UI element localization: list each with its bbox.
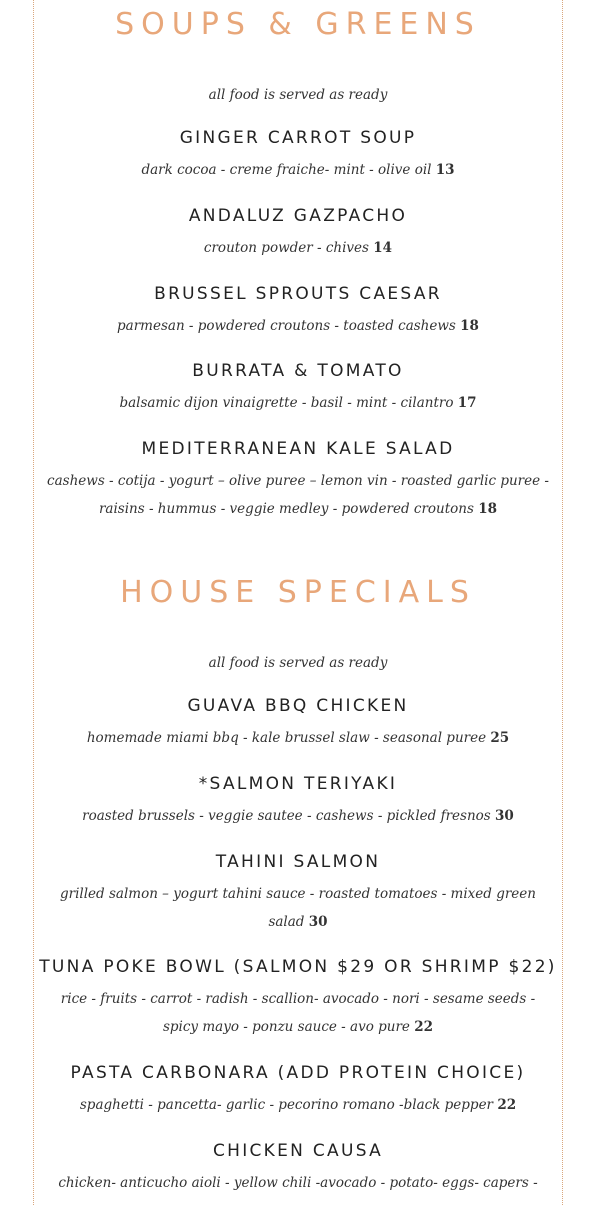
dish-description: grilled salmon – yogurt tahini sauce - roasted tomatoes - mixed green salad 30 <box>60 886 536 930</box>
menu-item <box>34 1143 562 1197</box>
served-note: all food is served as ready <box>208 655 388 671</box>
dish-description: homemade miami bbq - kale brussel slaw - seasonal puree 25 <box>86 730 510 746</box>
dish-name: TAHINI SALMON <box>215 852 381 872</box>
section-title: HOUSE SPECIALS <box>120 575 476 610</box>
menu-item <box>34 130 562 184</box>
menu-item <box>34 698 562 752</box>
dish-description: roasted brussels - veggie sautee - cashews - pickled fresnos 30 <box>82 808 514 824</box>
dish-price: 25 <box>490 730 510 746</box>
dish-description: cashews - cotija - yogurt – olive puree – lemon vin - roasted garlic puree - raisins - hummus - veggie medley - powdered croutons 18 <box>47 473 549 517</box>
dish-price: 14 <box>373 240 393 256</box>
served-note: all food is served as ready <box>208 87 388 103</box>
menu-item <box>34 854 562 936</box>
dish-price: 30 <box>308 914 328 930</box>
menu-item <box>34 208 562 262</box>
dish-description: chicken- anticucho aioli - yellow chili -avocado - potato- eggs- capers - <box>58 1175 538 1191</box>
dish-name: BURRATA & TOMATO <box>192 361 404 381</box>
dish-description: rice - fruits - carrot - radish - scallion- avocado - nori - sesame seeds - spicy mayo - ponzu sauce - avo pure 22 <box>60 991 536 1035</box>
menu-item <box>34 441 562 523</box>
dish-price: 17 <box>457 395 477 411</box>
dish-price: 13 <box>435 162 455 178</box>
dish-description: spaghetti - pancetta- garlic - pecorino romano -black pepper 22 <box>79 1097 517 1113</box>
dish-name: GINGER CARROT SOUP <box>179 128 417 148</box>
dish-name: GUAVA BBQ CHICKEN <box>187 696 409 716</box>
dish-name: ANDALUZ GAZPACHO <box>188 206 408 226</box>
dish-price: 30 <box>495 808 514 824</box>
dish-name: TUNA POKE BOWL (SALMON $29 OR SHRIMP $22) <box>39 957 557 977</box>
menu-item <box>34 363 562 417</box>
dish-price: 22 <box>497 1097 517 1113</box>
dish-name: CHICKEN CAUSA <box>212 1141 384 1161</box>
menu-item <box>34 959 562 1041</box>
menu-item <box>34 286 562 340</box>
dish-name: PASTA CARBONARA (ADD PROTEIN CHOICE) <box>70 1063 526 1083</box>
menu-item <box>34 1065 562 1119</box>
section-title: SOUPS & GREENS <box>115 7 481 42</box>
dish-name: BRUSSEL SPROUTS CAESAR <box>154 284 442 304</box>
dish-name: *SALMON TERIYAKI <box>198 774 398 794</box>
dish-name: MEDITERRANEAN KALE SALAD <box>141 439 455 459</box>
dish-description: balsamic dijon vinaigrette - basil - mint - cilantro 17 <box>119 395 477 411</box>
menu-item <box>34 776 562 830</box>
dish-price: 18 <box>460 318 479 334</box>
dish-description: parmesan - powdered croutons - toasted cashews 18 <box>117 318 479 334</box>
dish-price: 18 <box>478 501 498 517</box>
dish-description: crouton powder - chives 14 <box>203 240 393 256</box>
dish-price: 22 <box>414 1019 433 1035</box>
dish-description: dark cocoa - creme fraiche- mint - olive oil 13 <box>141 162 455 178</box>
